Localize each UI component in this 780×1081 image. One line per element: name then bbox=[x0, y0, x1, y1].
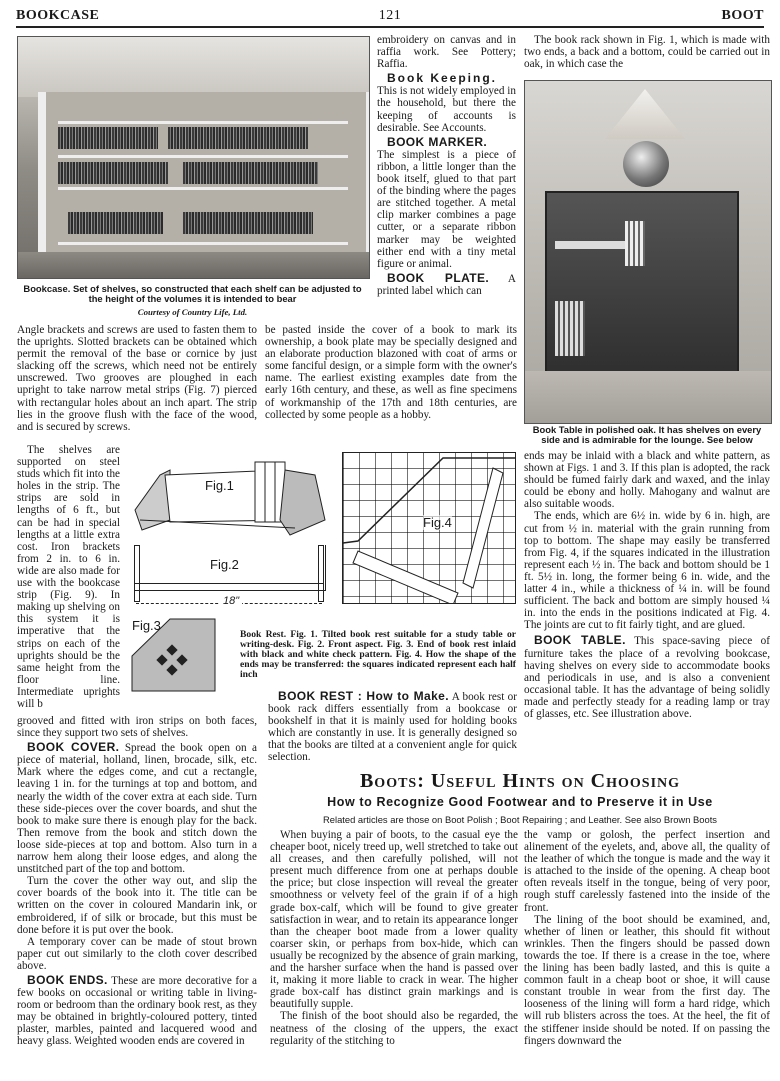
book-plate-start: A printed label which can bbox=[377, 272, 516, 297]
boots-paragraph-2: The finish of the boot should also be regarded, the neatness of the closing of the uppers, the exact regularity of the stitching to bbox=[270, 1010, 518, 1047]
heading-book-plate: BOOK PLATE. bbox=[387, 270, 490, 285]
book-rack-ends-paragraph: The ends, which are 6½ in. wide by 6 in. high, are cut from ½ in. material with the grain running from top to bottom. The shape may easily be transferred from Fig. 4, if the squares indicated in the illustration represent each ½ in. The back and bottom should be 1 ft. 5½ in. long, the former being 6 in. wide, and the latter 4 in., while a thickness of ¼ in. will be found sufficient. The back and bottom are simply housed ¼ in. into the ends in the positions indicated at Fig. 4. The joints are cut to fit fairly tight, and are glued. bbox=[524, 510, 770, 632]
middle-column-top bbox=[377, 34, 516, 297]
book-cover-paragraph-3: A temporary cover can be made of stout brown paper cut out similarly to the cloth cover described above. bbox=[17, 935, 257, 972]
bookcase-credit: Courtesy of Country Life, Ltd. bbox=[137, 307, 248, 317]
book-rest-figures-caption: Book Rest. Fig. 1. Tilted book rest suitable for a study table or writing-desk. Fig. 2. Front aspect. Fig. 3. End of book rest inlaid with black and white check pattern. Fig. 4. How the shape of the ends may be transferred: the squares indicated represent each half inch bbox=[240, 629, 516, 680]
shelves-paragraph: The shelves are supported on steel studs which fit into the holes in the strip. The strips are sold in lengths of 6 ft., but can be had in special lengths at a little extra cost. Iron brackets from 2 in. to 6 in. wide are also made for use with the bookcase strip (Fig. 9). In making up shelving on this system it is imperative that the strips on each of the uprights should be the same height from the floor line. Intermediate uprights will b bbox=[17, 444, 120, 710]
fig2-label: Fig.2 bbox=[210, 557, 239, 572]
book-rack-continued: ends may be inlaid with a black and white pattern, as shown at Figs. 1 and 3. If this plan is adopted, the rack should be fumed fairly dark and waxed, and the inlay could be ebony and holly. Mahogany and walnut are also suitable woods. bbox=[524, 450, 770, 511]
figure-1-book-rest bbox=[130, 450, 330, 540]
header-right-keyword: BOOT bbox=[721, 8, 764, 23]
book-rest-block bbox=[268, 690, 517, 764]
book-table-caption: Book Table in polished oak. It has shelves on every side and is admirable for the lounge. See below bbox=[532, 424, 762, 445]
running-header bbox=[16, 6, 764, 28]
heading-book-table: BOOK TABLE. bbox=[534, 633, 626, 648]
brackets-paragraph-block bbox=[17, 324, 257, 433]
heading-book-ends: BOOK ENDS. bbox=[27, 972, 108, 987]
boots-paragraph-4: The lining of the boot should be examined, and, whether of linen or leather, this should fit without wrinkles. Then the fingers should be passed down towards the toe. If there is a crease in the toe, where the lining has been badly lasted, and this is quite a common fault in a cheap boot or shoe, it will cause constant trouble in wear from the first day. The looseness of the lining will form a hard ridge, which will rub blisters across the toes. At the heel, the fit of the stiffener inside should be noted. If on passing the fingers downward the bbox=[524, 913, 770, 1047]
brackets-paragraph: Angle brackets and screws are used to fasten them to the uprights. Slotted brackets can be obtained which permit the removal of the base or cornice by just slacking off the screws, which need not be entirely unscrewed. Two grooves are ploughed in each upright to take narrow metal strips (Fig. 7) pierced with rectangular holes about an inch apart. The strip lies in the groove flush with the face of the wood, and is secured by screws. bbox=[17, 324, 257, 433]
book-marker-paragraph: The simplest is a piece of ribbon, a little longer than the book itself, glued to that part of the binding where the pages are stitched together. A metal clip marker combines a page cutter, or a separate ribbon marker may be weighted either end with a tiny metal figure or animal. bbox=[377, 148, 516, 270]
bookcase-caption-label: Bookcase. bbox=[23, 283, 71, 294]
left-column-lower bbox=[17, 715, 257, 1048]
book-table-paragraph: This space-saving piece of furniture takes the place of a revolving bookcase, having shelves on every side to accommodate books and periodicals in use, and is also a convenient occasional table. It has the advantage of being solidly made and perfectly steady for a reading lamp or tray of glasses, etc. See illustration above. bbox=[524, 635, 770, 720]
shelves-paragraph-end: grooved and fitted with iron strips on both faces, since they support two sets of shelves. bbox=[17, 715, 257, 740]
book-rack-intro-block bbox=[524, 34, 770, 70]
heading-book-cover: BOOK COVER. bbox=[27, 740, 120, 755]
shelves-paragraph-block bbox=[17, 444, 120, 710]
book-keeping-paragraph: This is not widely employed in the household, but there the keeping of accounts is desirable. See Accounts. bbox=[377, 85, 516, 134]
book-plate-continued: be pasted inside the cover of a book to mark its ownership, a book plate may be specially designed and an elaborate production blazoned with coat of arms or some fanciful design, or a simple form with the owner's name. The earliest existing examples date from the early 16th century, and these, as well as fine specimens of workmanship of the 17th and 18th centuries, are collected by some people as a hobby. bbox=[265, 324, 517, 421]
book-cover-paragraph-2: Turn the cover the other way out, and slip the cover boards of the book into it. The title can be written on the cover in coloured Mandarin ink, or embroidered, if of silk or brocade, but this must be done before it is put over the book. bbox=[17, 875, 257, 936]
right-column-lower bbox=[524, 450, 770, 720]
fig3-label: Fig.3 bbox=[132, 618, 161, 633]
header-left-keyword: BOOKCASE bbox=[16, 8, 100, 23]
book-plate-continued-block bbox=[265, 324, 517, 421]
bookcase-caption-text: Set of shelves, so constructed that each shelf can be adjusted to the height of the volumes it is intended to bear bbox=[72, 283, 362, 304]
figure-3-inlaid-end bbox=[130, 616, 230, 696]
heading-book-rest: BOOK REST : How to Make. bbox=[278, 689, 449, 703]
boots-related-articles: Related articles are those on Boot Polish ; Boot Repairing ; and Leather. See also Brown Boots bbox=[323, 814, 717, 825]
heading-book-keeping: Book Keeping. bbox=[387, 71, 498, 86]
boots-paragraph-1: When buying a pair of boots, to the casual eye the cheaper boot, nicely treed up, well stretched to take out all creases, and then carefully polished, will not present much difference from one at perhaps double the price; but close inspection will reveal the greater smoothness or velvety feel of the grain if of a high grade box-calf, which will be found to give greater satisfaction in wear, and to retain its appearance longer than the cheaper boot made from a lower quality coarser skin, or perhaps from box-hide, which can usually be recognized by the absence of grain marking, and the harsher surface when the hand is passed over it, making it more liable to crack in wear. The higher grade box-calf has distinct grain markings and is beautifully supple. bbox=[270, 829, 518, 1011]
book-rack-intro: The book rack shown in Fig. 1, which is made with two ends, a back and a bottom, could be carried out in oak, in which case the bbox=[524, 34, 770, 71]
bookcase-caption bbox=[17, 284, 368, 304]
fig1-label: Fig.1 bbox=[205, 478, 234, 493]
book-cover-paragraph: Spread the book open on a piece of material, holland, linen, brocade, silk, etc. Mark where the edges come, and cut a rectangle, leaving 1 in. for the turnings at top and bottom, and nearly the width of the cover extra at each side. Turn these side-pieces over the cover boards, and shut the book to make sure there is enough play for the back. Then remove from the book and stitch down the loose side-pieces at top and bottom. Also turn in a narrow hem along their loose edges, and along the unstitched part of the top and bottom. bbox=[17, 742, 258, 876]
book-table-photo bbox=[524, 80, 772, 424]
fig4-label: Fig.4 bbox=[423, 515, 452, 530]
boots-article-subtitle: How to Recognize Good Footwear and to Preserve it in Use bbox=[327, 795, 713, 809]
figure-4-grid-pattern bbox=[342, 452, 516, 604]
heading-book-marker: BOOK MARKER. bbox=[387, 134, 488, 149]
book-ends-paragraph: These are more decorative for a few books on occasional or writing table in living-room or bedroom than the ordinary book rest, as they may be obtained in brightly-coloured pottery, tinted plaster, marbles, painted and lacquered wood and heavy glass. Weighted wooden ends are covered in bbox=[17, 974, 257, 1048]
dimension-label: 18" bbox=[220, 595, 242, 607]
boots-column-2 bbox=[524, 829, 770, 1047]
embroidery-paragraph: embroidery on canvas and in raffia work. See Pottery; Raffia. bbox=[377, 34, 516, 71]
boots-column-1 bbox=[270, 829, 518, 1047]
bookcase-photo bbox=[17, 36, 370, 279]
boots-paragraph-3: the vamp or golosh, the perfect insertion and alinement of the eyelets, and, above all, the quality of the leather of which the tongue is made and the way it is attached to the inside of the opening. A cheap boot often reveals itself in the tongue, being of very poor, rough stuff carelessly fastened into the inside of the front. bbox=[524, 829, 770, 914]
figure-2-front-aspect bbox=[130, 545, 330, 607]
boots-article-title: Boots: Useful Hints on Choosing bbox=[359, 770, 681, 792]
page-number: 121 bbox=[378, 8, 402, 23]
book-rest-paragraph: A book rest or book rack differs essentially from a bookcase or bookshelf in that it is mainly used for holding books which are constantly in use. It is generally designed so that the books are tilted at a convenient angle for quick selection. bbox=[268, 691, 517, 764]
